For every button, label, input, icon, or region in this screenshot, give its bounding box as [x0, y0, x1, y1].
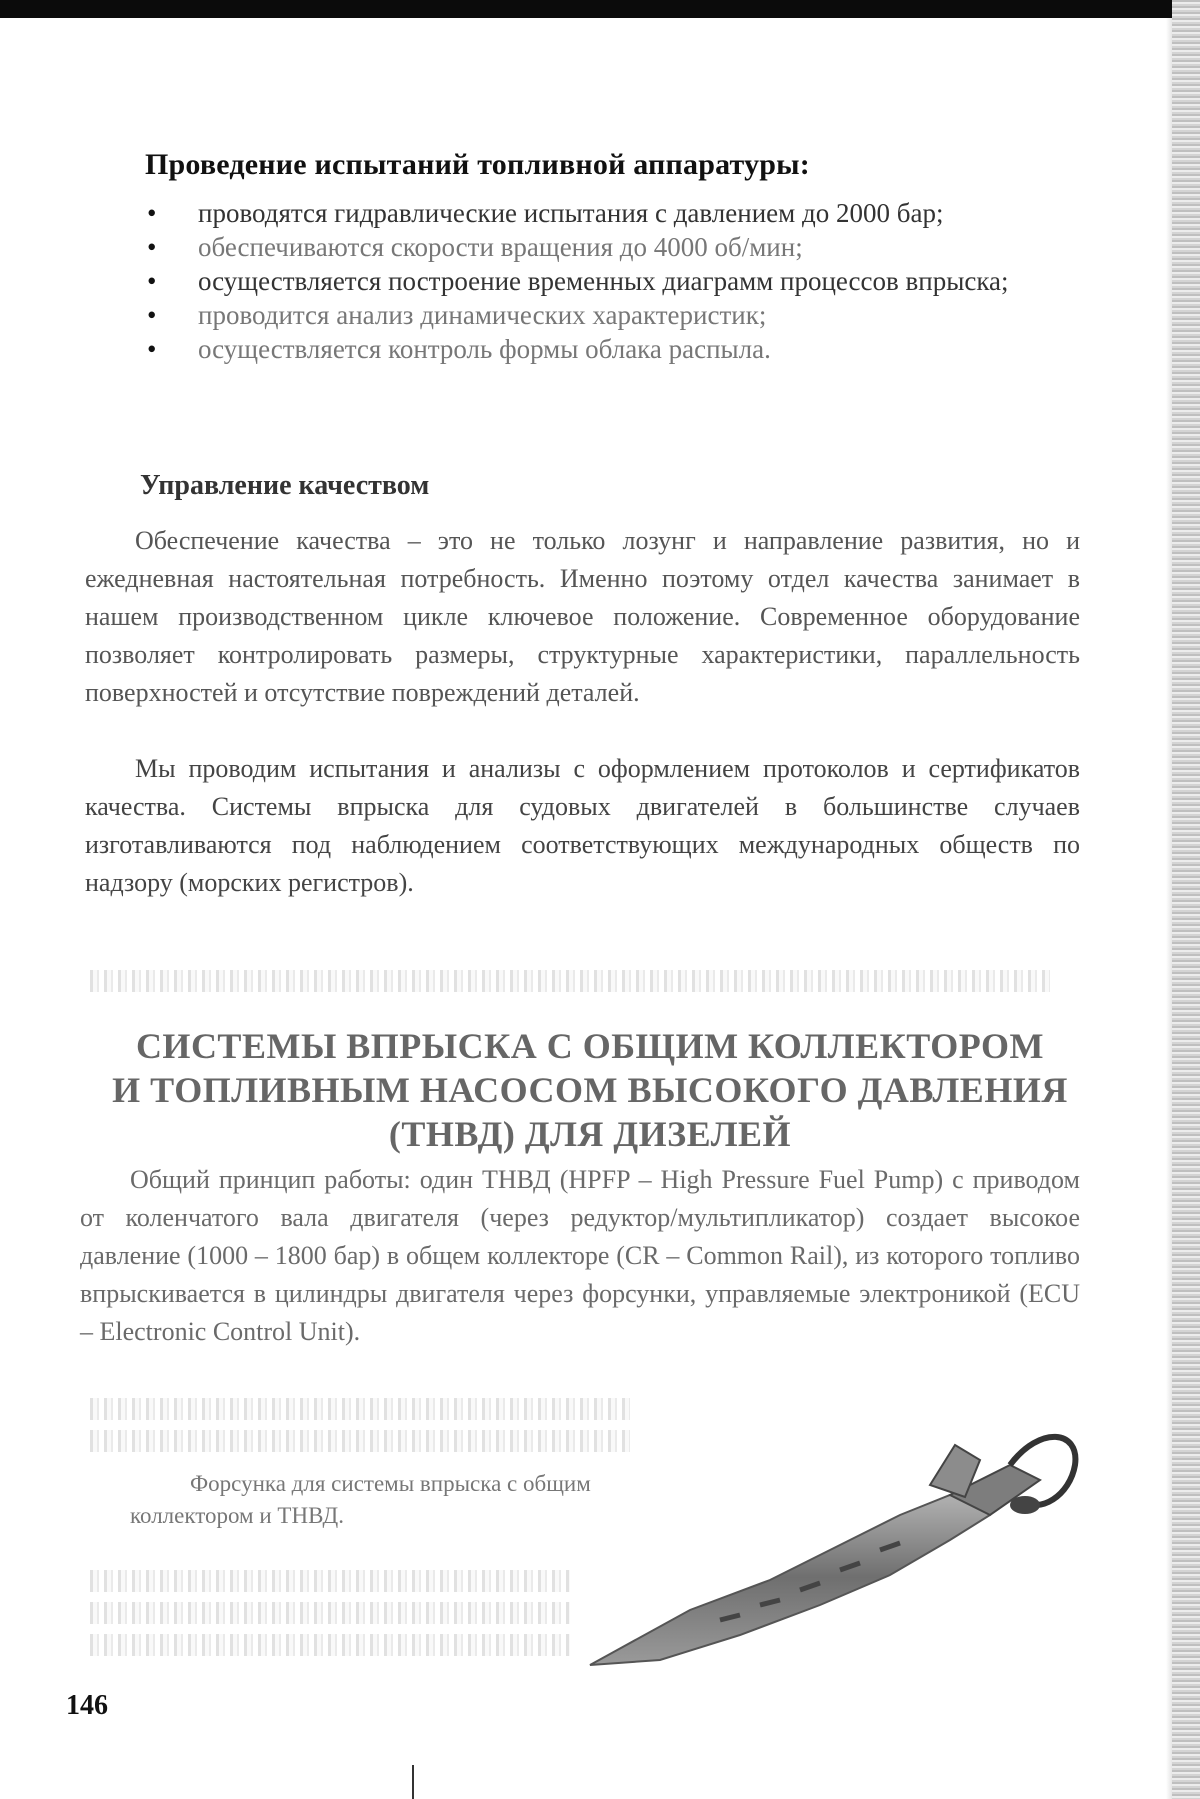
- list-item: [143, 332, 1043, 366]
- scan-noise-band: [90, 970, 1050, 992]
- scan-fold-mark: [412, 1765, 414, 1799]
- list-item-text: осуществляется построение временных диаграмм процессов впрыска;: [198, 266, 1009, 296]
- scan-noise-band: [90, 1634, 570, 1656]
- scan-noise-band: [90, 1602, 570, 1624]
- headline-line-1: СИСТЕМЫ ВПРЫСКА С ОБЩИМ КОЛЛЕКТОРОМ: [135, 1026, 1045, 1066]
- list-item: [143, 298, 1043, 332]
- section-title-tests: Проведение испытаний топливной аппаратуры:: [145, 148, 810, 181]
- page-number: 146: [66, 1690, 108, 1721]
- section-title-quality: Управление качеством: [140, 470, 430, 501]
- common-rail-paragraph: Общий принцип работы: один ТНВД (HPFP – High Pressure Fuel Pump) с приводом от коленчатого вала двигателя (через редуктор/мультипликатор) создает высокое давление (1000 – 1800 бар) в общем коллекторе (CR – Common Rail), из которого топливо впрыскивается в цилиндры двигателя через форсунки, управляемые электроникой (ECU – Electronic Control Unit).: [80, 1165, 1080, 1346]
- scan-noise-band: [90, 1398, 630, 1420]
- bullet-icon: •: [147, 334, 157, 364]
- scan-noise-band: [90, 1430, 630, 1452]
- headline-line-2: И ТОПЛИВНЫМ НАСОСОМ ВЫСОКОГО ДАВЛЕНИЯ: [112, 1070, 1068, 1110]
- fuel-injector-image: [570, 1395, 1090, 1675]
- list-item-text: осуществляется контроль формы облака распыла.: [198, 334, 771, 364]
- bullet-icon: •: [147, 198, 157, 228]
- injector-caption: Форсунка для системы впрыска с общим коллектором и ТНВД.: [130, 1471, 591, 1528]
- list-item-text: проводится анализ динамических характеристик;: [198, 300, 767, 330]
- list-item: [143, 264, 1043, 298]
- list-item: [143, 196, 1043, 230]
- common-rail-headline: [95, 1024, 1085, 1156]
- quality-paragraph-2: Мы проводим испытания и анализы с оформлением протоколов и сертификатов качества. Системы впрыска для судовых двигателей в большинстве случаев изготавливаются под наблюдением соответствующих международных обществ по надзору (морских регистров).: [85, 754, 1080, 897]
- bullet-icon: •: [147, 232, 157, 262]
- headline-line-3: (ТНВД) ДЛЯ ДИЗЕЛЕЙ: [388, 1114, 792, 1154]
- quality-paragraph-1: Обеспечение качества – это не только лозунг и направление развития, но и ежедневная настоятельная потребность. Именно поэтому отдел качества занимает в нашем производственном цикле ключевое положение. Современное оборудование позволяет контролировать размеры, структурные характеристики, параллельность поверхностей и отсутствие повреждений деталей.: [85, 526, 1080, 707]
- tests-bullet-list: [143, 196, 1043, 366]
- list-item-text: проводятся гидравлические испытания с давлением до 2000 бар;: [198, 198, 944, 228]
- bullet-icon: •: [147, 266, 157, 296]
- bullet-icon: •: [147, 300, 157, 330]
- list-item: [143, 230, 1043, 264]
- list-item-text: обеспечиваются скорости вращения до 4000 об/мин;: [198, 232, 803, 262]
- scan-noise-band: [90, 1570, 570, 1592]
